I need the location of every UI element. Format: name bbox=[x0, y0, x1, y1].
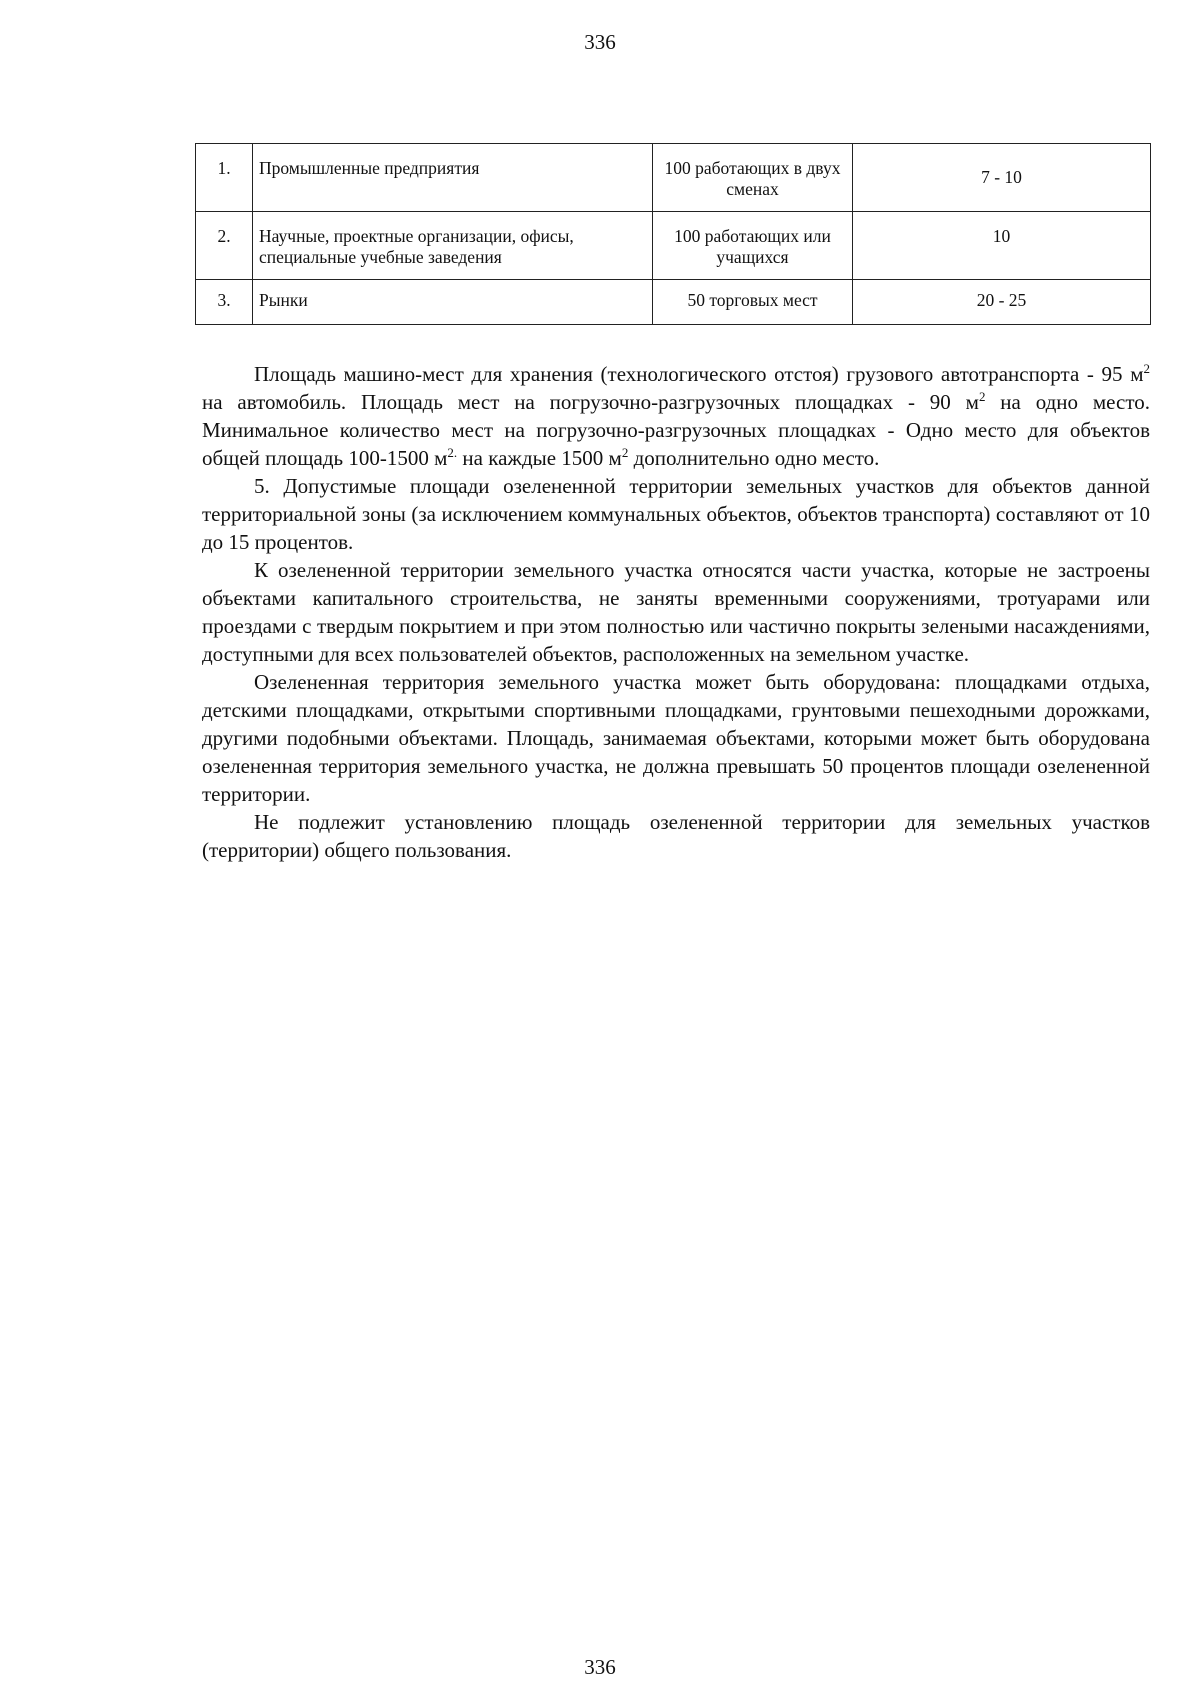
table-row bbox=[196, 212, 1151, 280]
parking-norms-table bbox=[195, 143, 1151, 325]
parking-spaces-value: 7 - 10 bbox=[853, 144, 1151, 212]
paragraph-parking-area: Площадь машино-мест для хранения (технологического отстоя) грузового автотранспорта - 95 $м^2$ на автомобиль. Площадь мест на погрузочно-разгрузочных площадках - 90 $м^2$ на одно место. Минимальное количество мест на погрузочно-разгрузочных площадках - Одно место для объектов общей площадь 100-1500 $м^{2.}$ на каждые 1500 $м^2$ дополнительно одно место. bbox=[202, 361, 1151, 470]
object-name: Промышленные предприятия bbox=[253, 144, 653, 212]
calculation-unit: 100 работающих в двух сменах bbox=[653, 144, 853, 212]
object-name: Научные, проектные организации, офисы, специальные учебные заведения bbox=[253, 212, 653, 280]
paragraph-public-use: Не подлежит установлению площадь озелененной территории для земельных участков (территории) общего пользования. bbox=[202, 810, 1150, 862]
calculation-unit: 100 работающих или учащихся bbox=[653, 212, 853, 280]
paragraph-green-area-definition: К озелененной территории земельного участка относятся части участка, которые не застроены объектами капитального строительства, не заняты временными сооружениями, тротуарами или проездами с твердым покрытием и при этом полностью или частично покрыты зелеными насаждениями, доступными для всех пользователей объектов, расположенных на земельном участке. bbox=[202, 558, 1150, 666]
calculation-unit: 50 торговых мест bbox=[653, 280, 853, 325]
paragraph-green-area-equipment: Озелененная территория земельного участка может быть оборудована: площадками отдыха, детскими площадками, открытыми спортивными площадками, грунтовыми пешеходными дорожками, другими подобными объектами. Площадь, занимаемая объектами, которыми может быть оборудована озелененная территория земельного участка, не должна превышать 50 процентов площади озелененной территории. bbox=[202, 670, 1150, 806]
parking-spaces-value: 10 bbox=[853, 212, 1151, 280]
parking-spaces-value: 20 - 25 bbox=[853, 280, 1151, 325]
table-row bbox=[196, 280, 1151, 325]
document-body bbox=[202, 360, 1150, 864]
row-number: 2. bbox=[196, 212, 253, 280]
row-number: 1. bbox=[196, 144, 253, 212]
page-number-bottom: 336 bbox=[584, 1655, 616, 1679]
row-number: 3. bbox=[196, 280, 253, 325]
page-number-top: 336 bbox=[584, 30, 616, 54]
table-row bbox=[196, 144, 1151, 212]
object-name: Рынки bbox=[253, 280, 653, 325]
paragraph-green-area-percent: 5. Допустимые площади озелененной территории земельных участков для объектов данной территориальной зоны (за исключением коммунальных объектов, объектов транспорта) составляют от 10 до 15 процентов. bbox=[202, 474, 1150, 554]
